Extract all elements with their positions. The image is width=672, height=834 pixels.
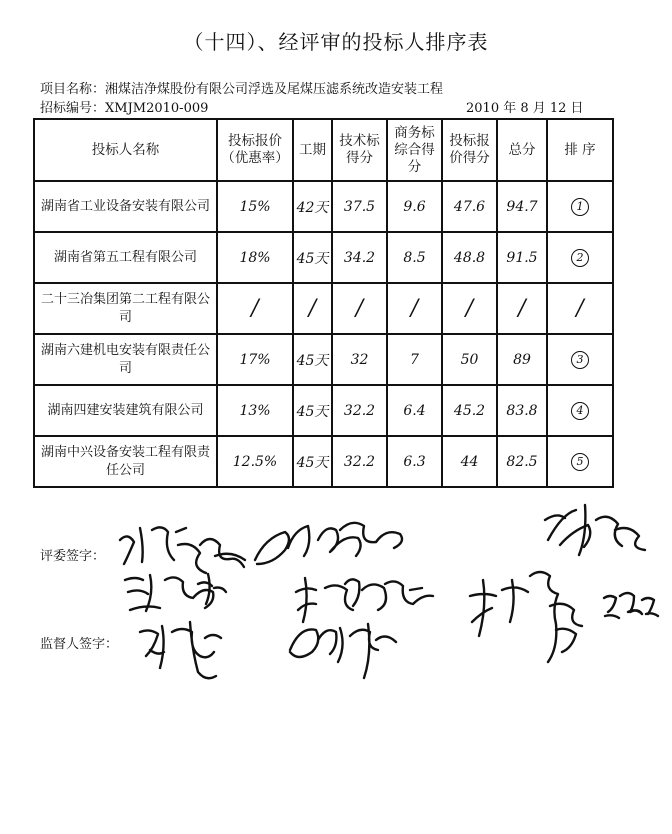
bidder-name-cell: 湖南省第五工程有限公司: [34, 232, 217, 283]
tech-score-cell: 37.5: [332, 181, 387, 232]
page-title: （十四）、经评审的投标人排序表: [183, 30, 489, 54]
bid-number: 招标编号：XMJM2010-009: [40, 101, 209, 116]
header-cell: 总分: [497, 119, 547, 181]
rank-circle: 2: [571, 249, 589, 267]
business-score-cell: 6.4: [387, 385, 442, 436]
business-score-cell: 8.5: [387, 232, 442, 283]
header-cell: 工期: [293, 119, 332, 181]
judge-signature-3: [545, 505, 645, 555]
period-cell: 45天: [293, 385, 332, 436]
price-cell: 13%: [217, 385, 293, 436]
bidder-name-cell: 二十三冶集团第二工程有限公司: [34, 283, 217, 334]
price-score-cell: 47.6: [442, 181, 497, 232]
total-score-cell: 83.8: [497, 385, 547, 436]
judge-signature-1: [120, 527, 245, 573]
business-score-cell: 9.6: [387, 181, 442, 232]
supervisors-signature-label: 监督人签字：: [40, 637, 119, 652]
bidder-name-cell: 湖南省工业设备安装有限公司: [34, 181, 217, 232]
tech-score-cell: 32.2: [332, 385, 387, 436]
tech-score-cell: 32: [332, 334, 387, 385]
tech-score-cell: /: [332, 283, 387, 334]
price-score-cell: 44: [442, 436, 497, 487]
rank-circle: 4: [571, 402, 589, 420]
price-score-cell: 48.8: [442, 232, 497, 283]
period-cell: 45天: [293, 436, 332, 487]
project-name: 项目名称：湘煤洁净煤股份有限公司浮选及尾煤压滤系统改造安装工程: [40, 82, 444, 97]
judge-signature-2: [255, 523, 402, 564]
bidder-name-cell: 湖南四建安装建筑有限公司: [34, 385, 217, 436]
judge-signature-4: [125, 575, 213, 611]
price-cell: /: [217, 283, 293, 334]
business-score-cell: /: [387, 283, 442, 334]
judge-signature-8: [206, 574, 226, 604]
period-cell: 45天: [293, 232, 332, 283]
rank-circle: 3: [571, 351, 589, 369]
business-score-cell: 7: [387, 334, 442, 385]
date: 2010 年 8 月 12 日: [466, 101, 584, 116]
price-score-cell: /: [442, 283, 497, 334]
rank-circle: 1: [571, 198, 589, 216]
total-score-cell: /: [497, 283, 547, 334]
rank-circle: 5: [571, 453, 589, 471]
total-score-cell: 82.5: [497, 436, 547, 487]
header-cell: 技术标得分: [332, 119, 387, 181]
total-score-cell: 89: [497, 334, 547, 385]
bidder-name-cell: 湖南六建机电安装有限责任公司: [34, 334, 217, 385]
header-cell: 投标人名称: [34, 119, 217, 181]
bidder-name-cell: 湖南中兴设备安装工程有限责任公司: [34, 436, 217, 487]
period-cell: 42天: [293, 181, 332, 232]
total-score-cell: 94.7: [497, 181, 547, 232]
header-cell: 投标报价（优惠率）: [217, 119, 293, 181]
rank-cell: /: [547, 283, 613, 334]
judge-signature-7: [604, 593, 658, 618]
price-cell: 12.5%: [217, 436, 293, 487]
header-cell: 投标报价得分: [442, 119, 497, 181]
header-cell: 商务标综合得分: [387, 119, 442, 181]
period-cell: 45天: [293, 334, 332, 385]
tech-score-cell: 34.2: [332, 232, 387, 283]
judge-signature-5: [296, 578, 433, 622]
supervisor-signature-1: [140, 622, 221, 678]
tech-score-cell: 32.2: [332, 436, 387, 487]
price-score-cell: 45.2: [442, 385, 497, 436]
judges-signature-label: 评委签字：: [40, 549, 106, 564]
price-cell: 18%: [217, 232, 293, 283]
business-score-cell: 6.3: [387, 436, 442, 487]
supervisor-signature-2: [290, 624, 396, 678]
price-cell: 15%: [217, 181, 293, 232]
price-score-cell: 50: [442, 334, 497, 385]
total-score-cell: 91.5: [497, 232, 547, 283]
header-cell: 排 序: [547, 119, 613, 181]
judge-signature-6: [470, 572, 582, 662]
period-cell: /: [293, 283, 332, 334]
price-cell: 17%: [217, 334, 293, 385]
